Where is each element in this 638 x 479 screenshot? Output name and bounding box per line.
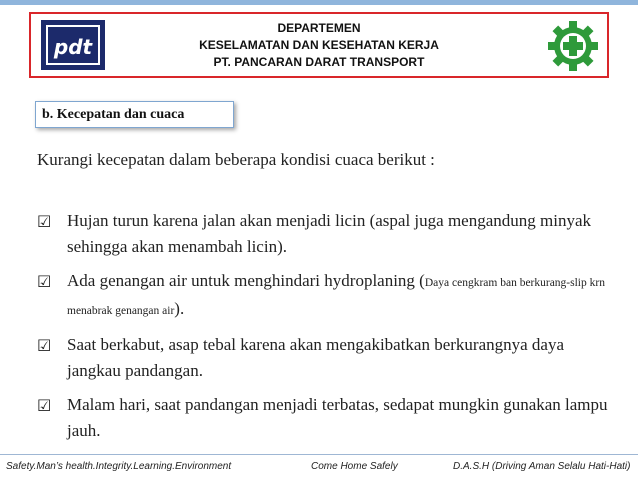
checkbox-checked-icon: ☑ bbox=[37, 396, 52, 415]
list-item bbox=[37, 208, 617, 260]
list-item bbox=[37, 268, 617, 324]
footer-left: Safety.Man’s health.Integrity.Learning.Environment bbox=[6, 461, 232, 472]
bullet-list bbox=[37, 208, 617, 452]
checkbox-checked-icon: ☑ bbox=[37, 272, 52, 291]
bullet-text: Saat berkabut, asap tebal karena akan mengakibatkan berkurangnya daya jangkau pandangan. bbox=[67, 335, 565, 380]
footer-right: D.A.S.H (Driving Aman Selalu Hati-Hati) bbox=[453, 461, 631, 472]
footer-divider bbox=[0, 454, 638, 455]
bullet-text: Ada genangan air untuk menghindari hydroplaning ( bbox=[67, 271, 425, 290]
checkbox-checked-icon: ☑ bbox=[37, 336, 52, 355]
checkbox-checked-icon: ☑ bbox=[37, 212, 52, 231]
bullet-text-end: ). bbox=[174, 299, 185, 318]
footer bbox=[0, 461, 638, 475]
header-line-1: DEPARTEMEN bbox=[277, 21, 361, 35]
header-line-3: PT. PANCARAN DARAT TRANSPORT bbox=[213, 55, 425, 69]
svg-text:pdt: pdt bbox=[53, 35, 93, 59]
intro-text: Kurangi kecepatan dalam beberapa kondisi cuaca berikut : bbox=[37, 150, 435, 169]
k3-gear-cross-icon bbox=[547, 20, 599, 72]
pdt-logo-icon bbox=[39, 18, 107, 72]
bullet-note: Daya cengkram ban berkurang-slip krn menabrak genangan air bbox=[67, 277, 605, 317]
list-item bbox=[37, 392, 617, 444]
section-tag: b. Kecepatan dan cuaca bbox=[35, 101, 234, 128]
bullet-text: Malam hari, saat pandangan menjadi terbatas, sedapat mungkin gunakan lampu jauh. bbox=[67, 395, 608, 440]
top-accent-bar bbox=[0, 0, 638, 5]
header-box bbox=[29, 12, 609, 78]
bullet-text: Hujan turun karena jalan akan menjadi licin (aspal juga mengandung minyak sehingga akan menambah licin). bbox=[67, 211, 591, 256]
footer-center: Come Home Safely bbox=[311, 461, 398, 472]
list-item bbox=[37, 332, 617, 384]
header-line-2: KESELAMATAN DAN KESEHATAN KERJA bbox=[199, 38, 439, 52]
